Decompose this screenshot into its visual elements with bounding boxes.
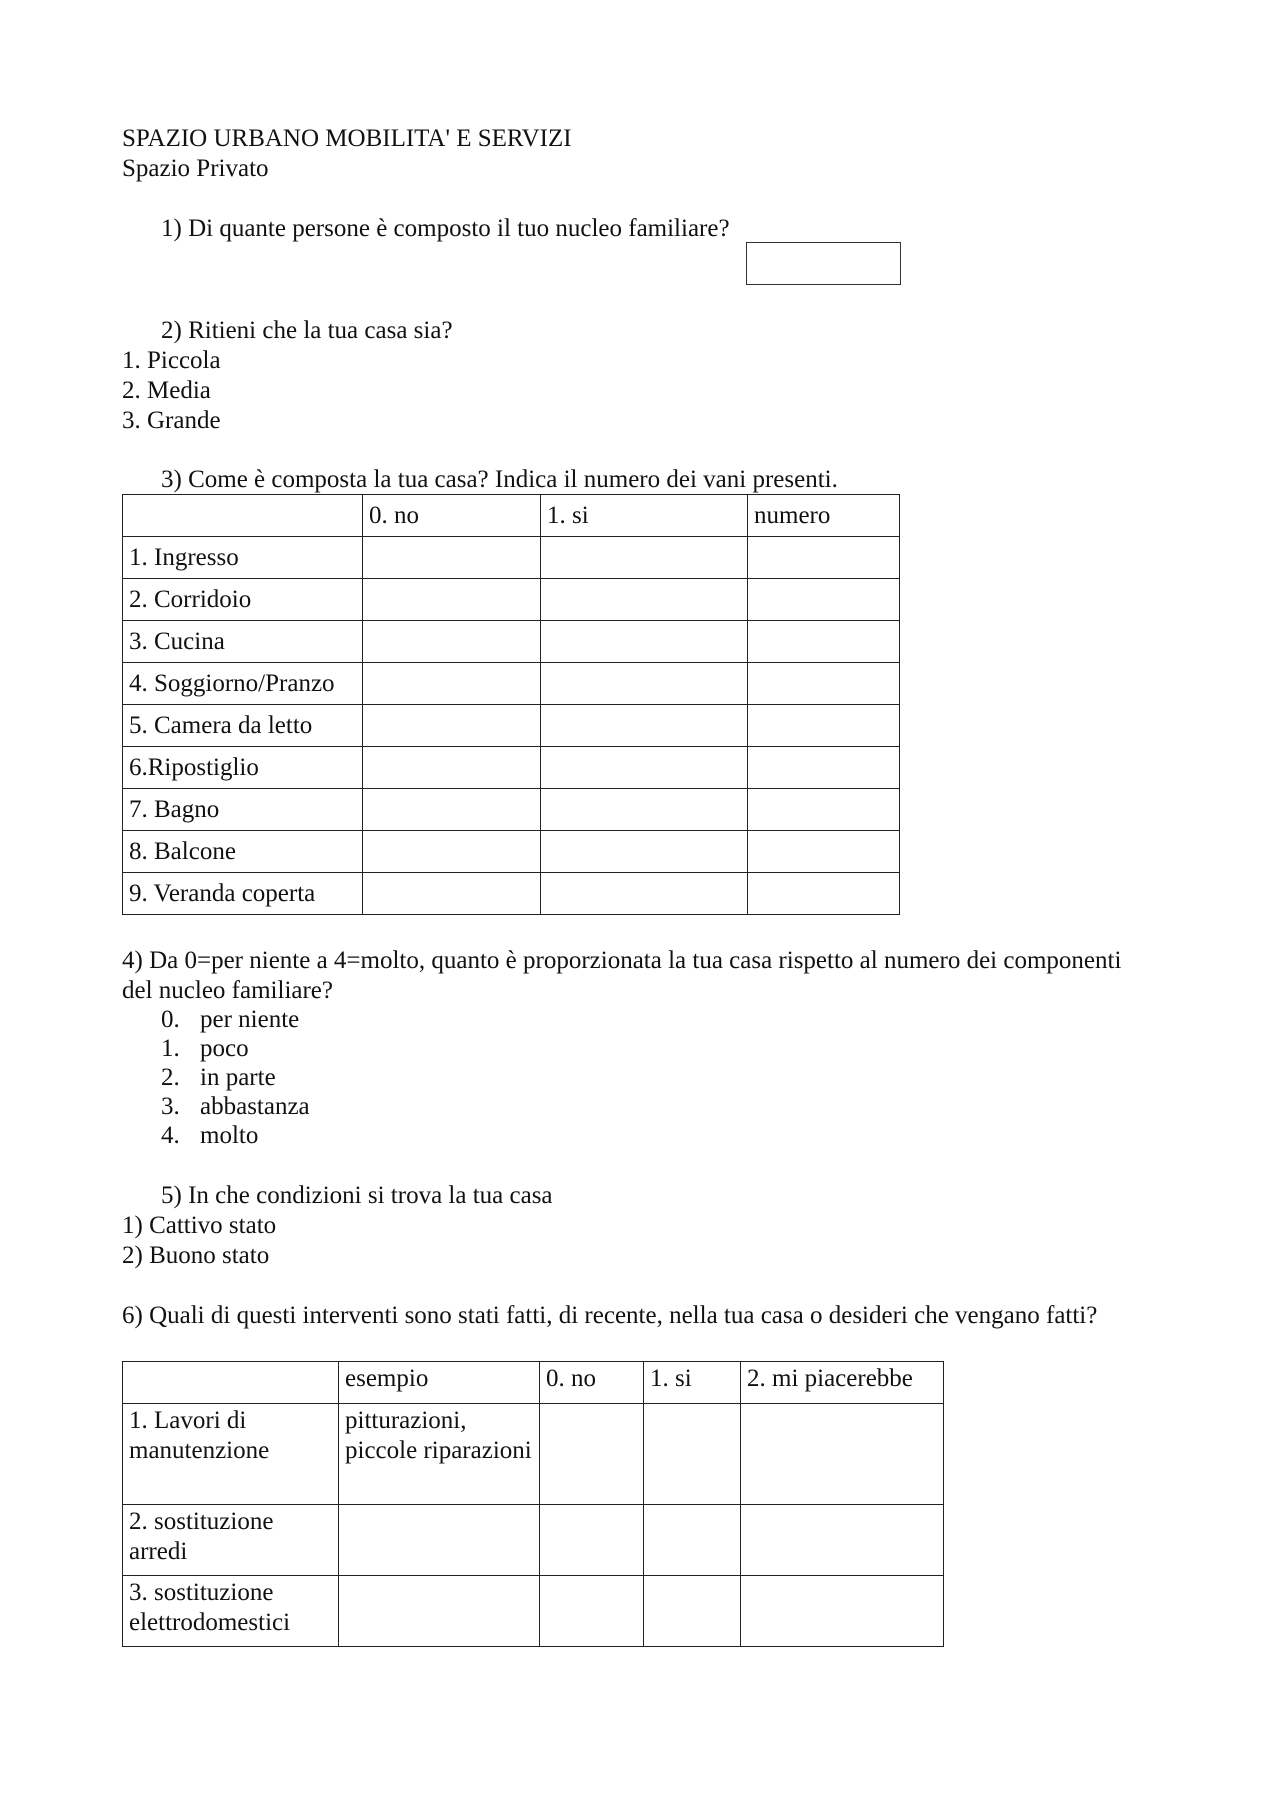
table-row xyxy=(123,537,900,579)
table-row xyxy=(123,705,900,747)
room-label: 6.Ripostiglio xyxy=(123,747,363,789)
table-row xyxy=(123,621,900,663)
q2-option-1[interactable]: 1. Piccola xyxy=(122,347,221,374)
q4-option-3[interactable] xyxy=(161,1092,310,1122)
answer-cell-si[interactable] xyxy=(541,705,748,747)
answer-cell-mi-piacerebbe[interactable] xyxy=(741,1404,944,1505)
table-row xyxy=(123,1576,944,1647)
header-cell-empty xyxy=(123,1362,339,1404)
q4-option-4[interactable] xyxy=(161,1121,259,1151)
q4-option-0[interactable] xyxy=(161,1005,300,1035)
q4-option-2[interactable] xyxy=(161,1063,276,1093)
table-row xyxy=(123,747,900,789)
answer-cell-numero[interactable] xyxy=(748,705,900,747)
room-label: 8. Balcone xyxy=(123,831,363,873)
room-label: 1. Ingresso xyxy=(123,537,363,579)
header-cell-si: 1. si xyxy=(644,1362,741,1404)
room-label: 5. Camera da letto xyxy=(123,705,363,747)
answer-cell-si[interactable] xyxy=(644,1505,741,1576)
room-label: 3. Cucina xyxy=(123,621,363,663)
work-label: 2. sostituzione arredi xyxy=(123,1505,339,1576)
answer-cell-no[interactable] xyxy=(540,1576,644,1647)
answer-cell-no[interactable] xyxy=(363,537,541,579)
answer-cell-mi-piacerebbe[interactable] xyxy=(741,1505,944,1576)
answer-cell-no[interactable] xyxy=(363,621,541,663)
answer-cell-numero[interactable] xyxy=(748,789,900,831)
question-6: 6) Quali di questi interventi sono stati fatti, di recente, nella tua casa o desideri che vengano fatti? xyxy=(122,1302,1098,1329)
work-example xyxy=(339,1505,540,1576)
header-cell-esempio: esempio xyxy=(339,1362,540,1404)
option-number: 2. xyxy=(161,1064,180,1091)
answer-cell-no[interactable] xyxy=(540,1505,644,1576)
work-label: 1. Lavori di manutenzione xyxy=(123,1404,339,1505)
table-row xyxy=(123,873,900,915)
answer-cell-si[interactable] xyxy=(541,579,748,621)
q4-option-1[interactable] xyxy=(161,1034,249,1064)
header-cell-empty xyxy=(123,495,363,537)
option-number: 3. xyxy=(161,1093,180,1120)
table-header-row xyxy=(123,495,900,537)
answer-cell-no[interactable] xyxy=(363,579,541,621)
q2-option-3[interactable]: 3. Grande xyxy=(122,407,221,434)
option-number: 0. xyxy=(161,1006,180,1033)
room-label: 2. Corridoio xyxy=(123,579,363,621)
option-label: abbastanza xyxy=(200,1093,310,1120)
answer-cell-numero[interactable] xyxy=(748,831,900,873)
document-subtitle: Spazio Privato xyxy=(122,155,269,182)
table-row xyxy=(123,1505,944,1576)
answer-cell-si[interactable] xyxy=(541,831,748,873)
header-cell-numero: numero xyxy=(748,495,900,537)
question-3: 3) Come è composta la tua casa? Indica il numero dei vani presenti. xyxy=(161,466,838,493)
option-number: 1. xyxy=(161,1035,180,1062)
question-1: 1) Di quante persone è composto il tuo nucleo familiare? xyxy=(161,215,730,242)
rooms-table xyxy=(122,494,900,915)
option-number: 4. xyxy=(161,1122,180,1149)
answer-cell-no[interactable] xyxy=(363,789,541,831)
option-label: poco xyxy=(200,1035,249,1062)
answer-cell-si[interactable] xyxy=(541,537,748,579)
room-label: 7. Bagno xyxy=(123,789,363,831)
answer-cell-no[interactable] xyxy=(363,705,541,747)
table-header-row xyxy=(123,1362,944,1404)
option-label: in parte xyxy=(200,1064,276,1091)
answer-cell-numero[interactable] xyxy=(748,747,900,789)
household-size-box[interactable] xyxy=(746,242,901,285)
header-cell-mi-piacerebbe: 2. mi piacerebbe xyxy=(741,1362,944,1404)
answer-cell-numero[interactable] xyxy=(748,537,900,579)
answer-cell-si[interactable] xyxy=(644,1576,741,1647)
table-row xyxy=(123,1404,944,1505)
option-label: per niente xyxy=(200,1006,300,1033)
q2-option-2[interactable]: 2. Media xyxy=(122,377,211,404)
room-label: 4. Soggiorno/Pranzo xyxy=(123,663,363,705)
question-5: 5) In che condizioni si trova la tua casa xyxy=(161,1182,553,1209)
answer-cell-si[interactable] xyxy=(541,621,748,663)
answer-cell-si[interactable] xyxy=(541,663,748,705)
answer-cell-numero[interactable] xyxy=(748,663,900,705)
work-example: pitturazioni, piccole riparazioni xyxy=(339,1404,540,1505)
room-label: 9. Veranda coperta xyxy=(123,873,363,915)
question-2: 2) Ritieni che la tua casa sia? xyxy=(161,317,453,344)
answer-cell-si[interactable] xyxy=(644,1404,741,1505)
q5-option-1[interactable]: 1) Cattivo stato xyxy=(122,1212,277,1239)
answer-cell-no[interactable] xyxy=(363,873,541,915)
table-row xyxy=(123,831,900,873)
table-row xyxy=(123,663,900,705)
header-cell-si: 1. si xyxy=(541,495,748,537)
answer-cell-numero[interactable] xyxy=(748,873,900,915)
answer-cell-si[interactable] xyxy=(541,789,748,831)
answer-cell-numero[interactable] xyxy=(748,579,900,621)
q5-option-2[interactable]: 2) Buono stato xyxy=(122,1242,270,1269)
answer-cell-si[interactable] xyxy=(541,747,748,789)
answer-cell-mi-piacerebbe[interactable] xyxy=(741,1576,944,1647)
answer-cell-numero[interactable] xyxy=(748,621,900,663)
header-cell-no: 0. no xyxy=(540,1362,644,1404)
table-row xyxy=(123,789,900,831)
document-title: SPAZIO URBANO MOBILITA' E SERVIZI xyxy=(122,125,572,152)
answer-cell-no[interactable] xyxy=(363,831,541,873)
work-example xyxy=(339,1576,540,1647)
header-cell-no: 0. no xyxy=(363,495,541,537)
table-row xyxy=(123,579,900,621)
question-4-line-1: 4) Da 0=per niente a 4=molto, quanto è proporzionata la tua casa rispetto al numero dei componenti xyxy=(122,947,1122,974)
work-label: 3. sostituzione elettrodomestici xyxy=(123,1576,339,1647)
option-label: molto xyxy=(200,1122,259,1149)
answer-cell-no[interactable] xyxy=(363,747,541,789)
question-4-line-2: del nucleo familiare? xyxy=(122,977,333,1004)
answer-cell-no[interactable] xyxy=(540,1404,644,1505)
answer-cell-si[interactable] xyxy=(541,873,748,915)
answer-cell-no[interactable] xyxy=(363,663,541,705)
works-table xyxy=(122,1361,944,1647)
